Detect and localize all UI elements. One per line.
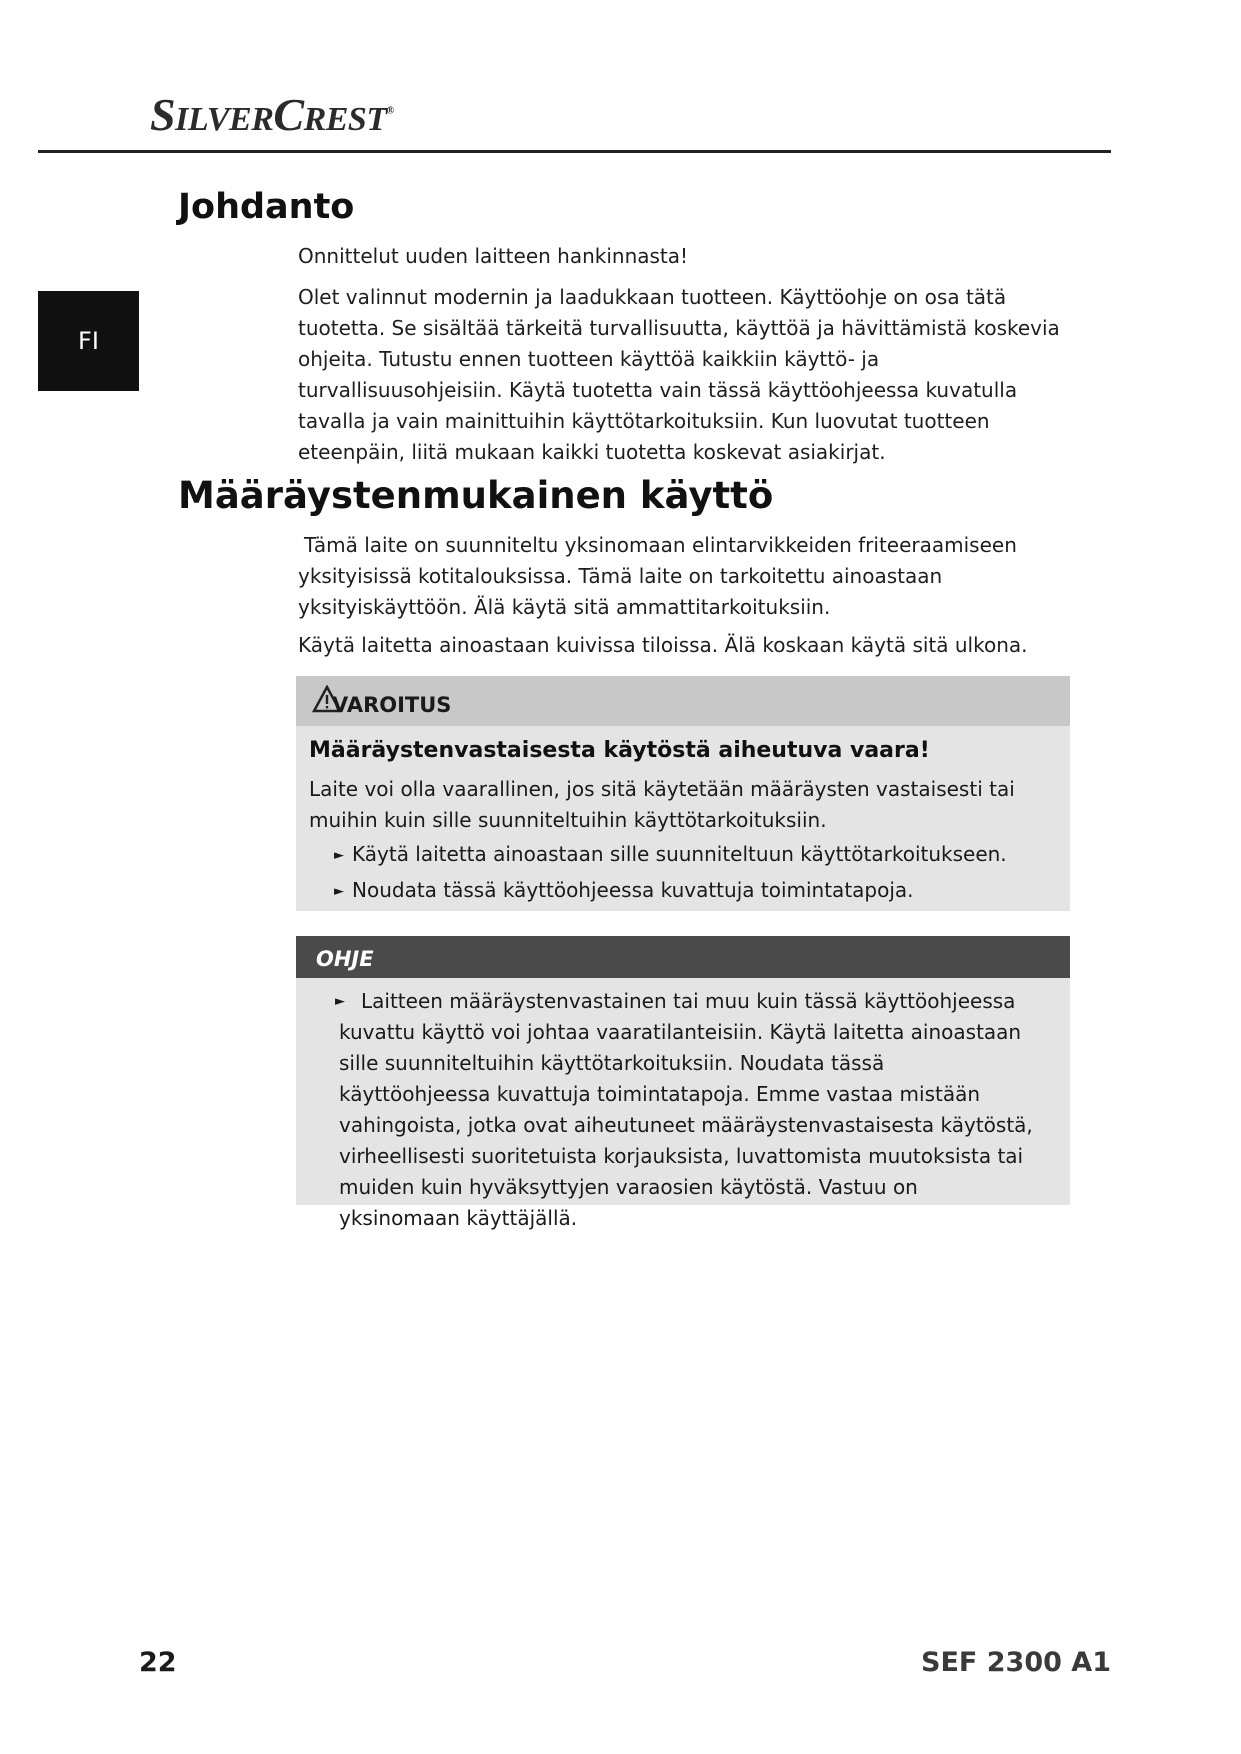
language-label: FI (78, 327, 99, 355)
note-title: OHJE (316, 947, 374, 971)
bullet-arrow-icon: ► (334, 848, 344, 863)
intro-heading: Johdanto (178, 187, 355, 227)
page-number: 22 (139, 1647, 177, 1678)
warning-bullet (334, 875, 914, 909)
header-rule (38, 150, 1111, 153)
warning-text: Laite voi olla vaarallinen, jos sitä käytetään määräysten vastaisesti tai muihin kuin sille suunniteltuihin käyttötarkoituksiin. (309, 777, 1015, 832)
intro-body: Olet valinnut modernin ja laadukkaan tuotteen. Käyttöohje on osa tätä tuotetta. Se sisältää tärkeitä turvallisuutta, käyttöä ja hävittämistä koskevia ohjeita. Tutustu ennen tuotteen käyttöä kaikkiin käyttö- ja turvallisuusohjeisiin. Käytä tuotetta vain tässä käyttöohjeessa kuvatulla tavalla ja vain mainittuihin käyttötarkoituksiin. Kun luovutat tuotteen eteenpäin, liitä mukaan kaikki tuotetta koskevat asiakirjat. (298, 285, 1060, 464)
note-box (296, 936, 1070, 1230)
intended-use-heading: Määräystenmukainen käyttö (178, 474, 774, 517)
language-tab (38, 291, 139, 391)
warning-bullet-text: Käytä laitetta ainoastaan sille suunniteltuun käyttötarkoitukseen. (352, 842, 1007, 866)
intro-greeting: Onnittelut uuden laitteen hankinnasta! (298, 244, 689, 268)
warning-bullet-text: Noudata tässä käyttöohjeessa kuvattuja toimintatapoja. (352, 878, 914, 902)
warning-header (296, 676, 1070, 726)
warning-subtitle: Määräystenvastaisesta käytöstä aiheutuva vaara! (309, 738, 930, 763)
intended-use-paragraph-2: Käytä laitetta ainoastaan kuivissa tiloissa. Älä koskaan käytä sitä ulkona. (298, 633, 1028, 657)
warning-title: VAROITUS (332, 693, 452, 717)
warning-box (296, 676, 1070, 911)
bullet-arrow-icon: ► (335, 994, 345, 1009)
note-body: Laitteen määräystenvastainen tai muu kuin tässä käyttöohjeessa kuvattu käyttö voi johtaa vaaratilanteisiin. Käytä laitetta ainoastaan sille suunniteltuihin käyttötarkoituksiin. Noudata tässä käyttöohjeessa kuvattuja toimintatapoja. Emme vastaa mistään vahingoista, jotka ovat aiheutuneet määräystenvastaisesta käytöstä, virheellisesti suoritetuista korjauksista, luvattomista muutoksista tai muiden kuin hyväksyttyjen varaosien käytöstä. Vastuu on yksinomaan käyttäjällä. (339, 989, 1033, 1230)
bullet-arrow-icon: ► (334, 884, 344, 899)
warning-bullet (334, 839, 1007, 873)
note-header (296, 936, 1070, 978)
model-number: SEF 2300 A1 (921, 1647, 1111, 1678)
intended-use-paragraph-1: Tämä laite on suunniteltu yksinomaan elintarvikkeiden friteeraamiseen yksityisissä kotitalouksissa. Tämä laite on tarkoitettu ainoastaan yksityiskäyttöön. Älä käytä sitä ammattitarkoituksiin. (298, 533, 1017, 619)
brand-logo: SILVERCREST® (150, 89, 394, 140)
